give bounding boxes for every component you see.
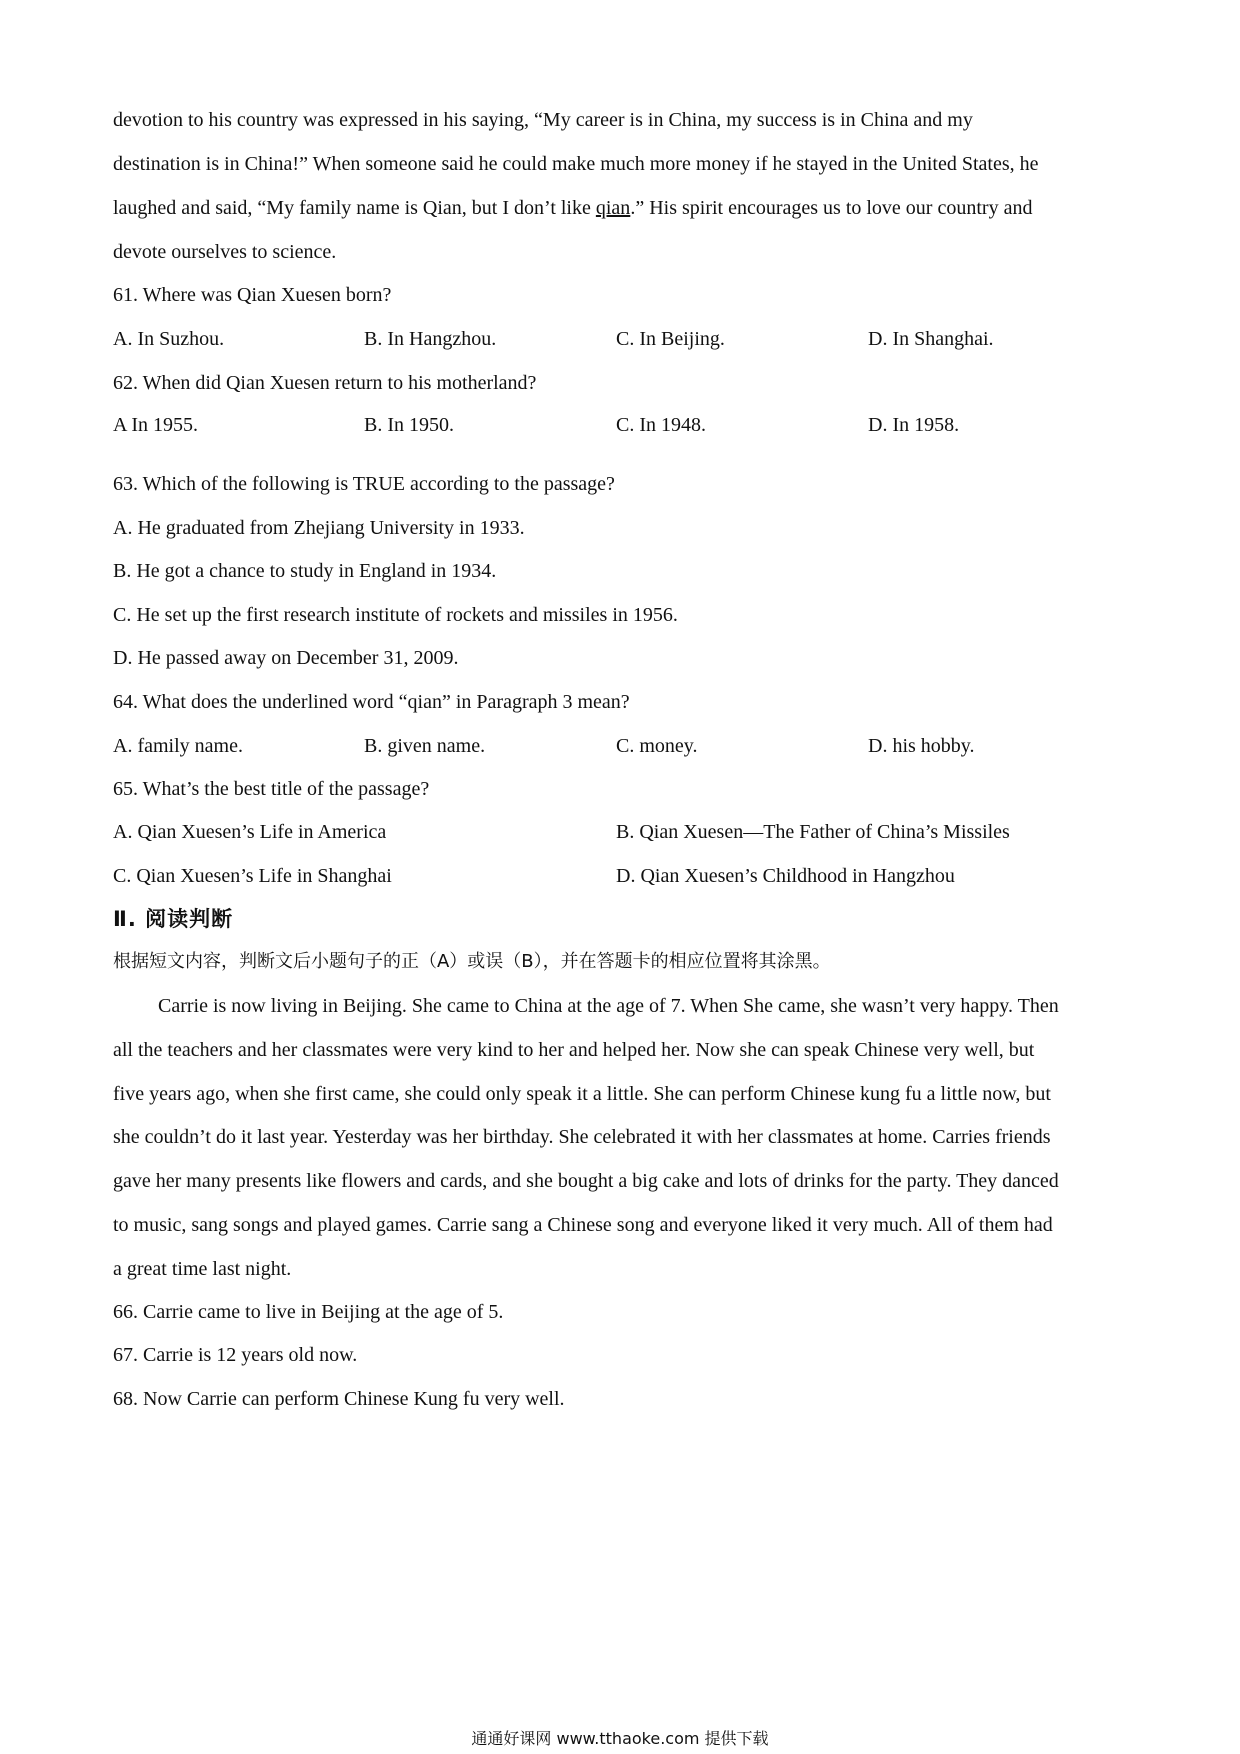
passage-line: gave her many presents like flowers and cards, and she bought a big cake and lots of drinks for the party. They danced — [113, 1170, 1059, 1192]
option-63-b: B. He got a chance to study in England in 1934. — [113, 560, 497, 582]
passage-line: devotion to his country was expressed in his saying, “My career is in China, my success is in China and my — [113, 109, 973, 131]
question-62: 62. When did Qian Xuesen return to his motherland? — [113, 372, 537, 394]
passage-line: to music, sang songs and played games. Carrie sang a Chinese song and everyone liked it very much. All of them had — [113, 1214, 1053, 1236]
passage-line: devote ourselves to science. — [113, 241, 337, 263]
statement-66: 66. Carrie came to live in Beijing at the age of 5. — [113, 1301, 504, 1323]
option-63-a: A. He graduated from Zhejiang University in 1933. — [113, 517, 525, 539]
passage-line: five years ago, when she first came, she could only speak it a little. She can perform Chinese kung fu a little now, but — [113, 1083, 1051, 1105]
passage-line: destination is in China!” When someone said he could make much more money if he stayed in the United States, he — [113, 153, 1039, 175]
question-64: 64. What does the underlined word “qian” in Paragraph 3 mean? — [113, 691, 630, 713]
option-62-c: C. In 1948. — [616, 414, 706, 436]
statement-68: 68. Now Carrie can perform Chinese Kung fu very well. — [113, 1388, 565, 1410]
passage-line: she couldn’t do it last year. Yesterday was her birthday. She celebrated it with her classmates at home. Carries friends — [113, 1126, 1051, 1148]
section-instruction: 根据短文内容，判断文后小题句子的正（A）或误（B），并在答题卡的相应位置将其涂黑。 — [113, 951, 831, 972]
option-64-c: C. money. — [616, 735, 698, 757]
option-62-b: B. In 1950. — [364, 414, 454, 436]
option-61-b: B. In Hangzhou. — [364, 328, 497, 350]
footer-watermark: 通通好课网 www.tthaoke.com 提供下载 — [471, 1729, 769, 1748]
option-64-d: D. his hobby. — [868, 735, 975, 757]
underlined-word: qian — [595, 197, 631, 219]
passage-text: .” His spirit encourages us to love our country and — [630, 197, 1033, 219]
option-65-a: A. Qian Xuesen’s Life in America — [113, 821, 387, 843]
passage-text: laughed and said, “My family name is Qian, but I don’t like — [113, 197, 596, 219]
option-61-c: C. In Beijing. — [616, 328, 725, 350]
option-65-b: B. Qian Xuesen—The Father of China’s Missiles — [616, 821, 1010, 843]
passage-line — [113, 194, 1133, 222]
option-65-c: C. Qian Xuesen’s Life in Shanghai — [113, 865, 392, 887]
option-61-a: A. In Suzhou. — [113, 328, 225, 350]
passage-line: a great time last night. — [113, 1258, 292, 1280]
question-65: 65. What’s the best title of the passage? — [113, 778, 430, 800]
option-61-d: D. In Shanghai. — [868, 328, 994, 350]
option-62-d: D. In 1958. — [868, 414, 960, 436]
passage-line: Carrie is now living in Beijing. She came to China at the age of 7. When She came, she wasn’t very happy. Then — [158, 995, 1059, 1017]
option-64-b: B. given name. — [364, 735, 486, 757]
statement-67: 67. Carrie is 12 years old now. — [113, 1344, 358, 1366]
passage-line: all the teachers and her classmates were very kind to her and helped her. Now she can speak Chinese very well, but — [113, 1039, 1035, 1061]
option-62-a: A In 1955. — [113, 414, 198, 436]
option-64-a: A. family name. — [113, 735, 243, 757]
question-61: 61. Where was Qian Xuesen born? — [113, 284, 392, 306]
option-63-c: C. He set up the first research institute of rockets and missiles in 1956. — [113, 604, 678, 626]
question-63: 63. Which of the following is TRUE according to the passage? — [113, 473, 615, 495]
option-65-d: D. Qian Xuesen’s Childhood in Hangzhou — [616, 865, 955, 887]
section-heading: Ⅱ. 阅读判断 — [113, 907, 234, 931]
option-63-d: D. He passed away on December 31, 2009. — [113, 647, 459, 669]
